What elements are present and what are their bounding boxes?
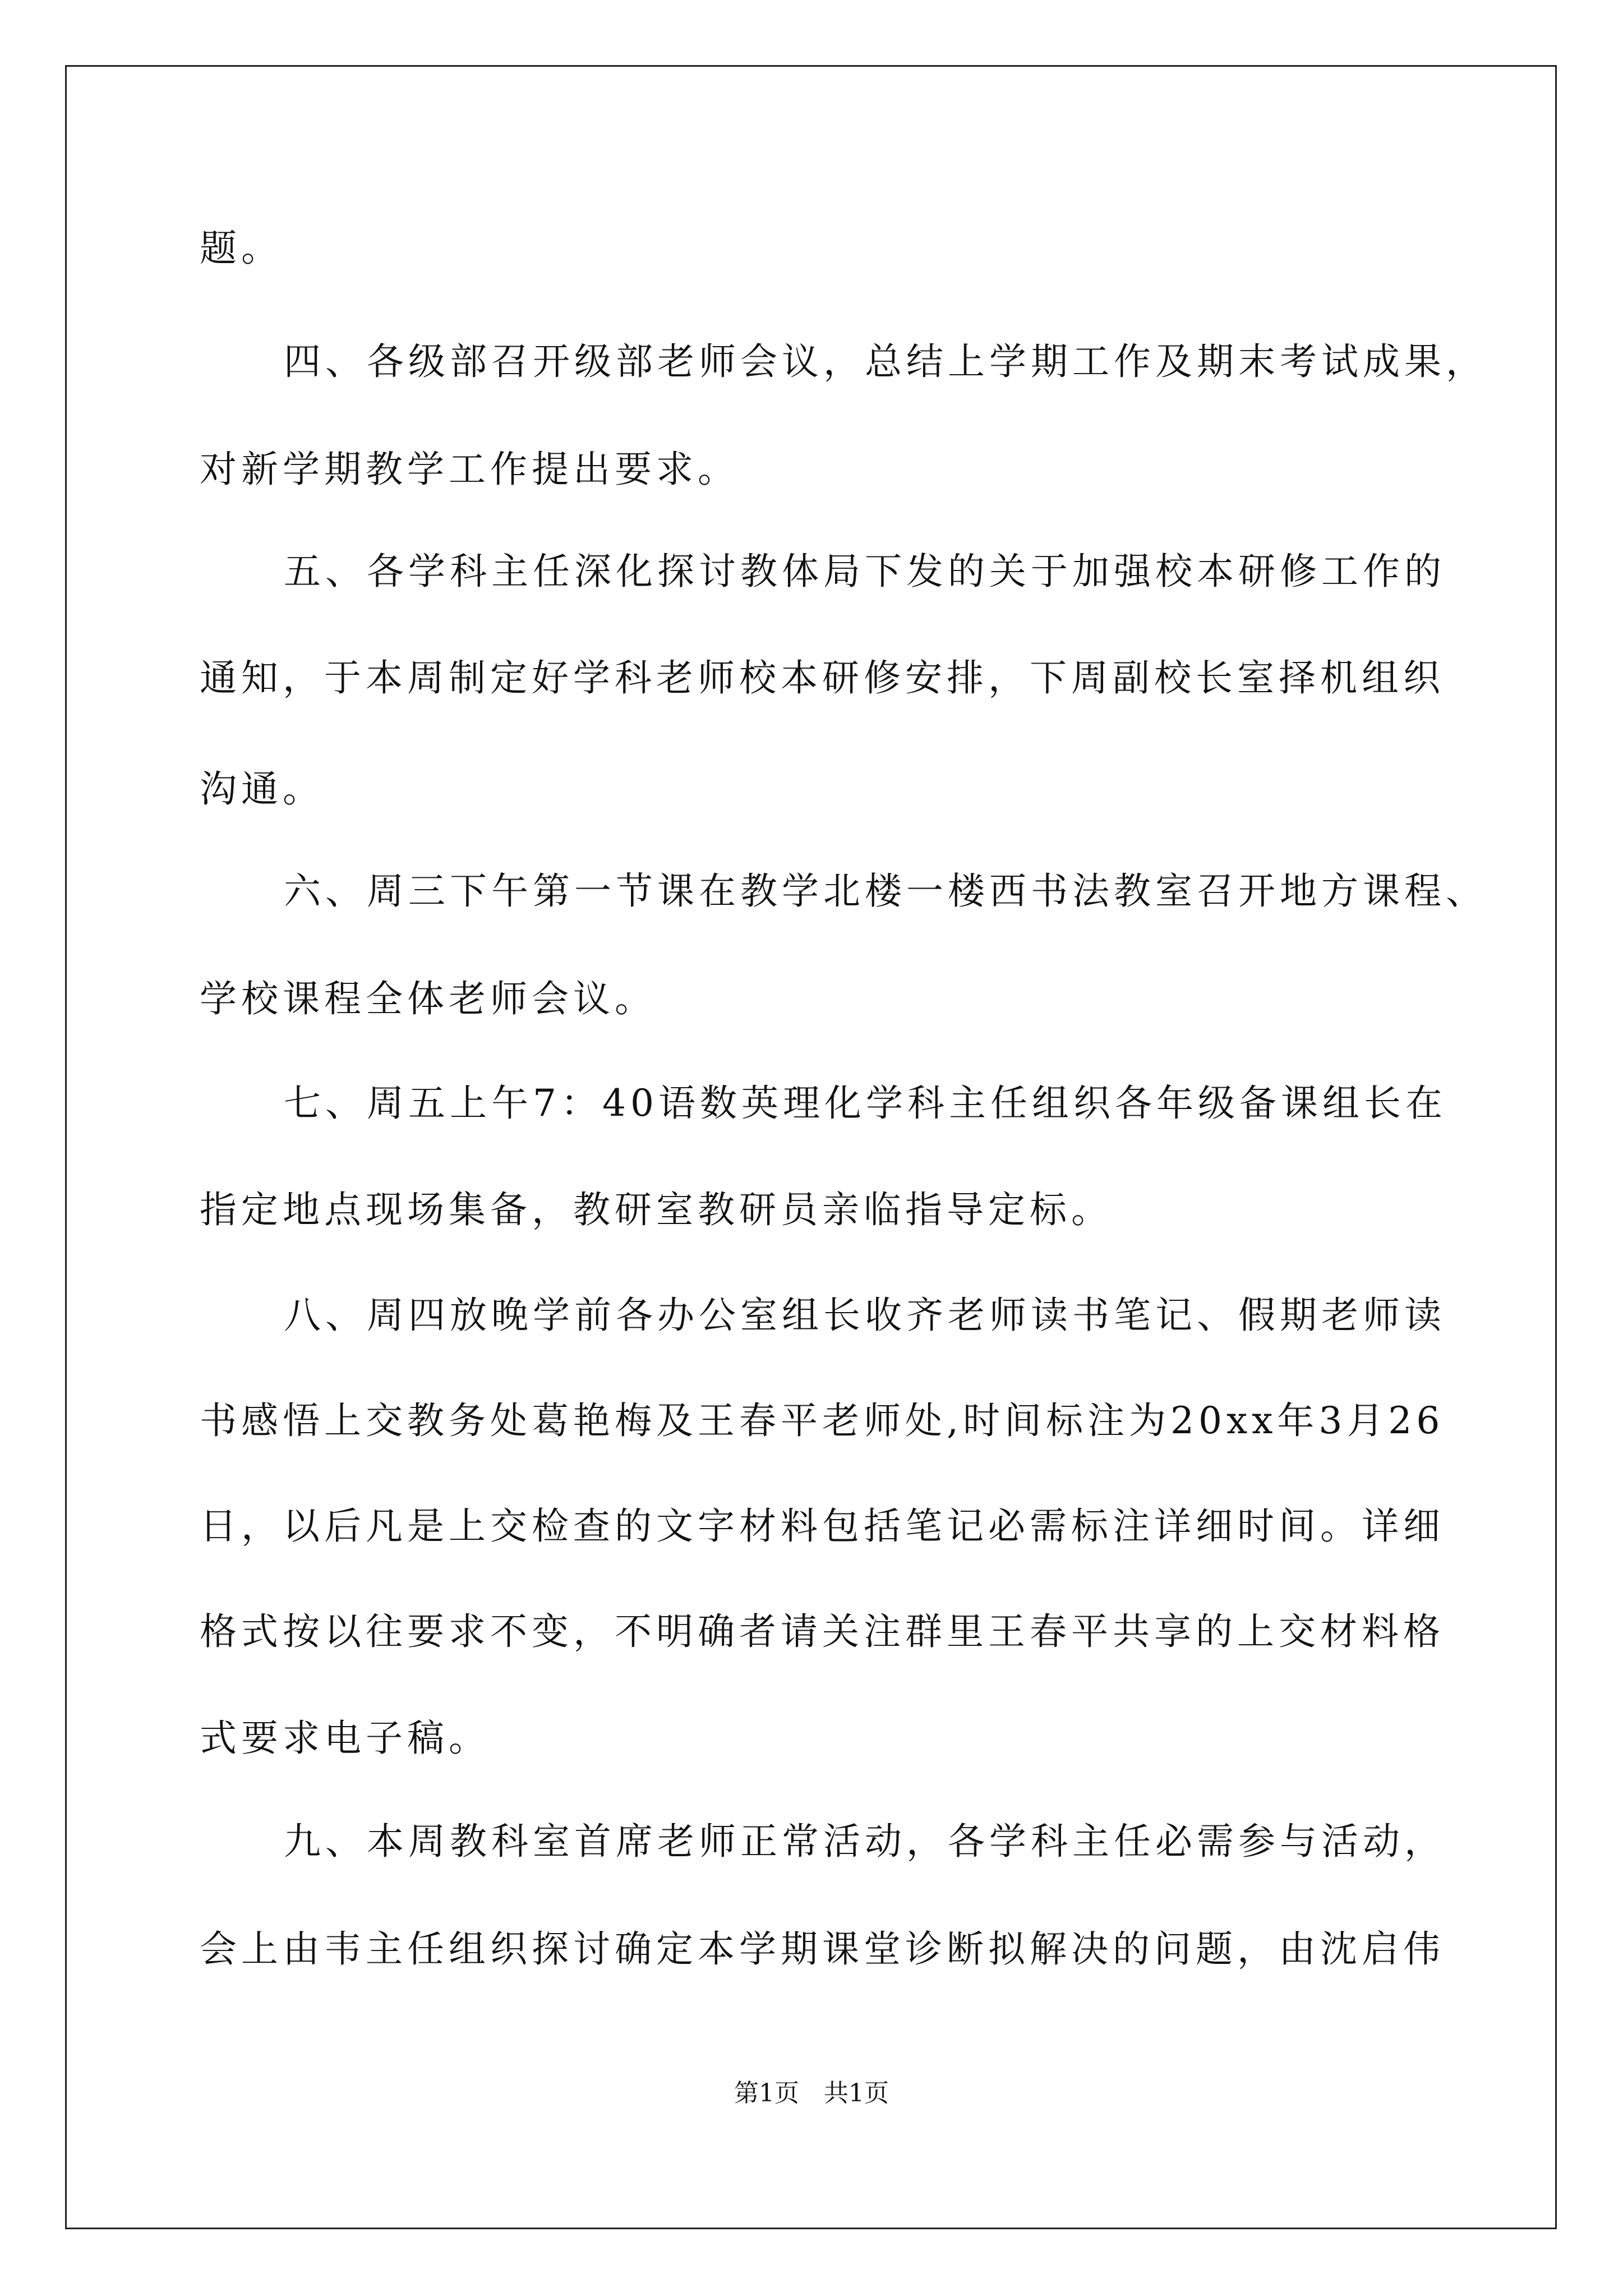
text-line: 日，以后凡是上交检查的文字材料包括笔记必需标注详细时间。详细 xyxy=(200,1504,1445,1548)
text-line: 沟通。 xyxy=(200,767,324,811)
text-line: 八、周四放晚学前各办公室组长收齐老师读书笔记、假期老师读 xyxy=(284,1294,1446,1337)
text-line: 通知，于本周制定好学科老师校本研修安排，下周副校长室择机组织 xyxy=(200,656,1445,700)
text-line: 学校课程全体老师会议。 xyxy=(200,977,656,1020)
page-number: 第1页 共1页 xyxy=(734,2079,889,2108)
text-line: 五、各学科主任深化探讨教体局下发的关于加强校本研修工作的 xyxy=(284,550,1446,593)
text-line: 对新学期教学工作提出要求。 xyxy=(200,448,739,491)
text-line: 四、各级部召开级部老师会议，总结上学期工作及期末考试成果， xyxy=(284,340,1487,383)
text-line: 六、周三下午第一节课在教学北楼一楼西书法教室召开地方课程、 xyxy=(284,869,1487,913)
text-line: 会上由韦主任组织探讨确定本学期课堂诊断拟解决的问题，由沈启伟 xyxy=(200,1927,1445,1971)
text-line: 七、周五上午7：40语数英理化学科主任组织各年级备课组长在 xyxy=(284,1082,1447,1125)
text-line: 题。 xyxy=(200,227,283,270)
page-border xyxy=(65,65,1557,2229)
text-line: 书感悟上交教务处葛艳梅及王春平老师处,时间标注为20xx年3月26 xyxy=(200,1399,1445,1442)
text-line: 指定地点现场集备，教研室教研员亲临指导定标。 xyxy=(200,1188,1113,1231)
text-line: 九、本周教科室首席老师正常活动，各学科主任必需参与活动， xyxy=(284,1820,1446,1863)
text-line: 格式按以往要求不变，不明确者请关注群里王春平共享的上交材料格 xyxy=(200,1610,1445,1653)
text-line: 式要求电子稿。 xyxy=(200,1717,490,1760)
